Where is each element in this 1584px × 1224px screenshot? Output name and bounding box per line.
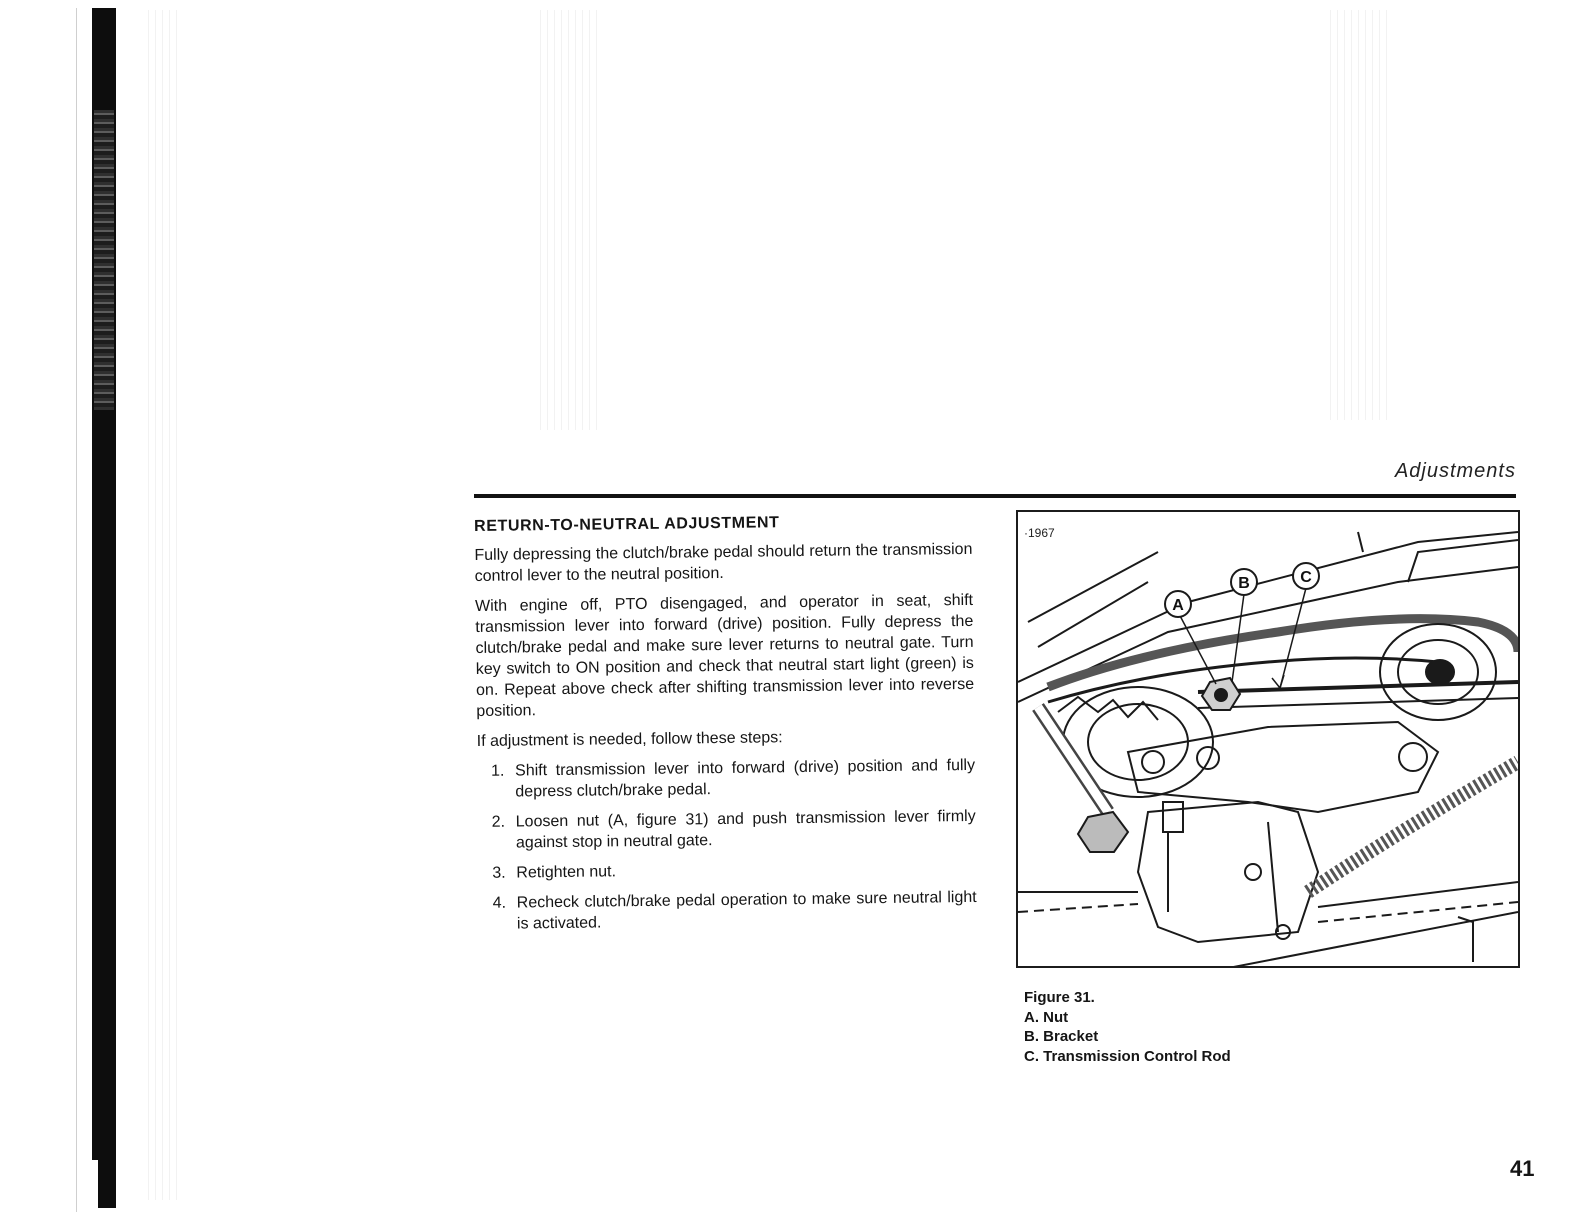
- intro-paragraph: Fully depressing the clutch/brake pedal should return the transmission control lever to the neutral position.: [474, 540, 973, 585]
- figure-31-illustration: [1016, 510, 1520, 968]
- steps-list: [477, 755, 977, 935]
- step-item: [479, 887, 977, 935]
- step-number: 4.: [492, 894, 507, 912]
- callout-b-label: B: [1238, 575, 1250, 592]
- section-title: Adjustments: [1394, 460, 1516, 482]
- steps-intro: If adjustment is needed, follow these steps:: [476, 729, 783, 750]
- step-number: 1.: [490, 762, 505, 780]
- transmission-linkage-drawing: [1018, 512, 1518, 966]
- step-text: Retighten nut.: [516, 863, 617, 882]
- step-text: Shift transmission lever into forward (drive) position and fully depress clutch/brake pedal.: [514, 756, 976, 801]
- caption-title: Figure 31.: [1024, 989, 1095, 1006]
- step-number: 3.: [492, 864, 506, 882]
- step-text: Recheck clutch/brake pedal operation to make sure neutral light is activated.: [516, 888, 977, 933]
- callout-a: [1165, 591, 1191, 617]
- binding-notch: [92, 1160, 98, 1208]
- step-item: [477, 755, 975, 803]
- body-text-column: [474, 512, 977, 944]
- procedure-heading: RETURN-TO-NEUTRAL ADJUSTMENT: [474, 514, 780, 535]
- check-paragraph: With engine off, PTO disengaged, and operator in seat, shift transmission lever into forward (drive) position. Fully depress the clutch/brake pedal and make sure lever returns to neutral gate. Turn key switch to ON position and check that neutral start light (green) is on. Repeat above check after shifting transmission lever into reverse position.: [474, 591, 975, 720]
- scan-speckle-left: [540, 10, 600, 430]
- scan-speckle-margin: [148, 10, 178, 1200]
- callout-c: [1293, 563, 1319, 589]
- binding-texture: [94, 110, 114, 410]
- header-rule: [474, 494, 1516, 498]
- page-number: 41: [1510, 1156, 1535, 1181]
- step-item: [478, 857, 976, 884]
- step-item: [478, 806, 976, 854]
- legend-item-a: A. Nut: [1024, 1008, 1069, 1026]
- scan-speckle-right: [1330, 10, 1390, 420]
- step-number: 2.: [491, 813, 506, 831]
- callout-a-label: A: [1172, 597, 1184, 614]
- legend-item-c: C. Transmission Control Rod: [1024, 1047, 1231, 1065]
- step-text: Loosen nut (A, figure 31) and push transmission lever firmly against stop in neutral gate.: [515, 807, 976, 852]
- callout-b: [1231, 569, 1257, 595]
- figure-caption: [1024, 988, 1231, 1066]
- binding-edge-line: [76, 8, 77, 1212]
- callout-c-label: C: [1300, 569, 1312, 586]
- legend-item-b: B. Bracket: [1024, 1028, 1099, 1045]
- figure-code: ·1967: [1024, 526, 1055, 540]
